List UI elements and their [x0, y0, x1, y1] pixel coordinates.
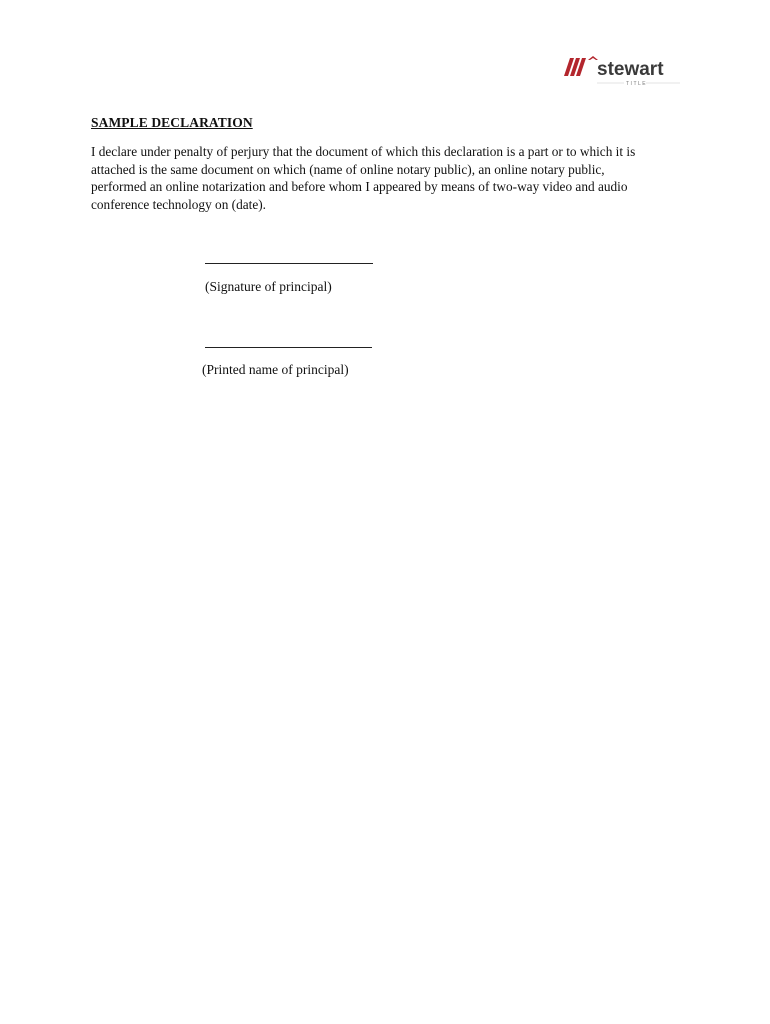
declaration-body	[91, 143, 681, 213]
document-title: SAMPLE DECLARATION	[91, 115, 253, 130]
declaration-line: I declare under penalty of perjury that the document of which this declaration is a part or to which it is	[91, 144, 636, 159]
signature-caption: (Signature of principal)	[205, 279, 332, 294]
declaration-line: attached is the same document on which (name of online notary public), an online notary public,	[91, 161, 605, 177]
logo-subtext: TITLE	[626, 81, 648, 87]
printed-name-line	[205, 347, 372, 348]
declaration-line: conference technology on (date).	[91, 196, 266, 212]
declaration-line: performed an online notarization and before whom I appeared by means of two-way video and audio	[91, 179, 628, 195]
logo-wordmark: stewart	[597, 59, 664, 80]
stewart-logo	[564, 56, 682, 88]
printed-name-caption: (Printed name of principal)	[202, 362, 349, 377]
signature-line	[205, 263, 373, 264]
stewart-logo-mark	[564, 56, 682, 88]
